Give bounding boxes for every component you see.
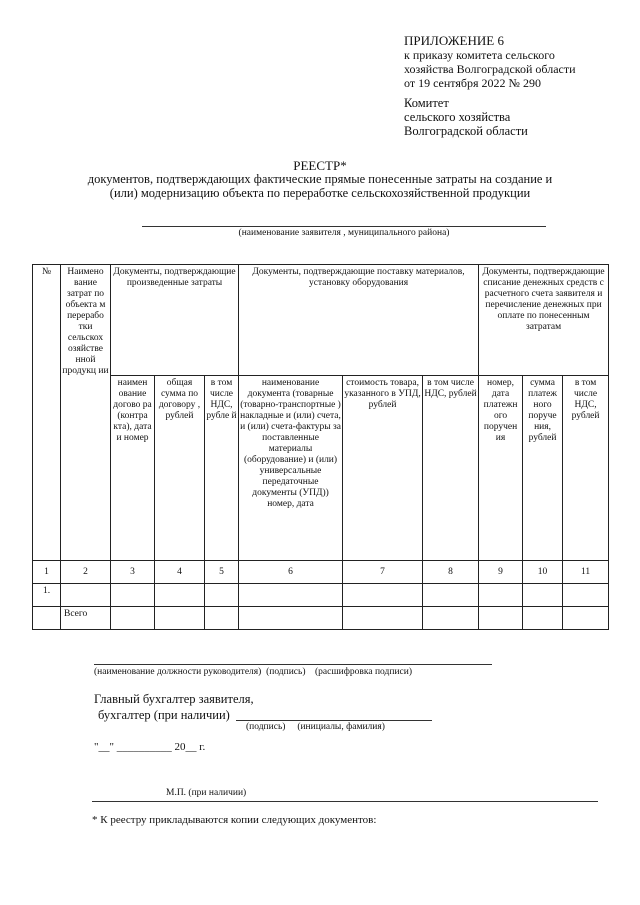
header-document-name: наименование документа (товарные (товарно-транспортные ) накладные и (или) счета, и (или) счета-фактуры за поставленные материалы (оборудование) и (или) универсальные передаточные документы (УПД)) номер, дата [239,376,343,561]
total-row [33,607,609,630]
applicant-line [142,226,546,227]
addressee-block [404,96,528,138]
table-cell [523,607,563,630]
table-cell [239,584,343,607]
column-number: 2 [61,561,111,584]
table-cell [523,584,563,607]
document-subtitle [60,172,580,200]
header-goods-vat: в том числе НДС, рублей [423,376,479,561]
addressee-line-3: Волгоградской области [404,124,528,138]
appendix-header [404,34,576,90]
accountant-label-1: Главный бухгалтер заявителя, [94,692,254,706]
column-number: 7 [343,561,423,584]
table-cell [205,584,239,607]
subtitle-line-2: (или) модернизацию объекта по переработке сельскохозяйственной продукции [109,186,531,200]
column-number: 11 [563,561,609,584]
registry-table [32,264,609,630]
table-cell [563,607,609,630]
appendix-line-2: хозяйства Волгоградской области [404,62,576,76]
date-line: "__" __________ 20__ г. [94,741,206,753]
table-cell [155,607,205,630]
table-cell [423,584,479,607]
column-number: 6 [239,561,343,584]
table-cell [33,607,61,630]
header-payment-vat: в том числе НДС, рублей [563,376,609,561]
appendix-title: ПРИЛОЖЕНИЕ 6 [404,33,504,48]
table-cell [423,607,479,630]
table-row [33,584,609,607]
column-number: 5 [205,561,239,584]
header-number: № [33,265,61,561]
header-contract-name: наимен ование догово ра (контра кта), дата и номер [111,376,155,561]
stamp-label: М.П. (при наличии) [166,788,247,798]
header-group-contracts: Документы, подтверждающие произведенные затраты [111,265,239,376]
table-cell [239,607,343,630]
table-cell [343,607,423,630]
accountant-label-2: бухгалтер (при наличии) [98,708,230,722]
addressee-line-2: сельского хозяйства [404,110,511,124]
head-signature-line [94,664,492,665]
subtitle-line-1: документов, подтверждающих фактические прямые понесенные затраты на создание и [87,172,553,186]
header-goods-cost: стоимость товара, указанного в УПД, рублей [343,376,423,561]
header-contract-vat: в том числе НДС, рубле й [205,376,239,561]
table-cell [479,607,523,630]
table-cell [343,584,423,607]
header-group-supply: Документы, подтверждающие поставку материалов, установку оборудования [239,265,479,376]
column-number: 10 [523,561,563,584]
applicant-caption: (наименование заявителя , муниципального района) [238,228,450,238]
column-number: 3 [111,561,155,584]
table-cell [155,584,205,607]
table-cell [205,607,239,630]
column-number: 1 [33,561,61,584]
header-group-payments: Документы, подтверждающие списание денежных средств с расчетного счета заявителя и перечисление денежных при оплате по понесенным затратам [479,265,609,376]
appendix-line-3: от 19 сентября 2022 № 290 [404,76,541,90]
head-signature-caption: (наименование должности руководителя) (подпись) (расшифровка подписи) [94,667,412,677]
accountant-signature-caption: (подпись) (инициалы, фамилия) [246,722,385,732]
table-cell [111,607,155,630]
header-cost-name: Наимено вание затрат по объекта м перерабо тки сельскох озяйстве нной продукц ии [61,265,111,561]
header-payment-sum: сумма платеж ного поруче ния, рублей [523,376,563,561]
accountant-signature-line [236,720,432,721]
row-number: 1. [33,584,61,607]
table-cell [563,584,609,607]
column-number: 8 [423,561,479,584]
table-cell [61,584,111,607]
header-payment-order: номер, дата платежн ого поручен ия [479,376,523,561]
stamp-line [92,801,598,802]
footnote: * К реестру прикладываются копии следующих документов: [92,814,377,826]
column-number: 4 [155,561,205,584]
addressee-line-1: Комитет [404,96,449,110]
appendix-line-1: к приказу комитета сельского [404,48,555,62]
document-title: РЕЕСТР* [293,158,347,173]
header-contract-sum: общая сумма по договору , рублей [155,376,205,561]
table-cell [111,584,155,607]
table-cell [479,584,523,607]
total-label: Всего [61,607,111,630]
column-number: 9 [479,561,523,584]
